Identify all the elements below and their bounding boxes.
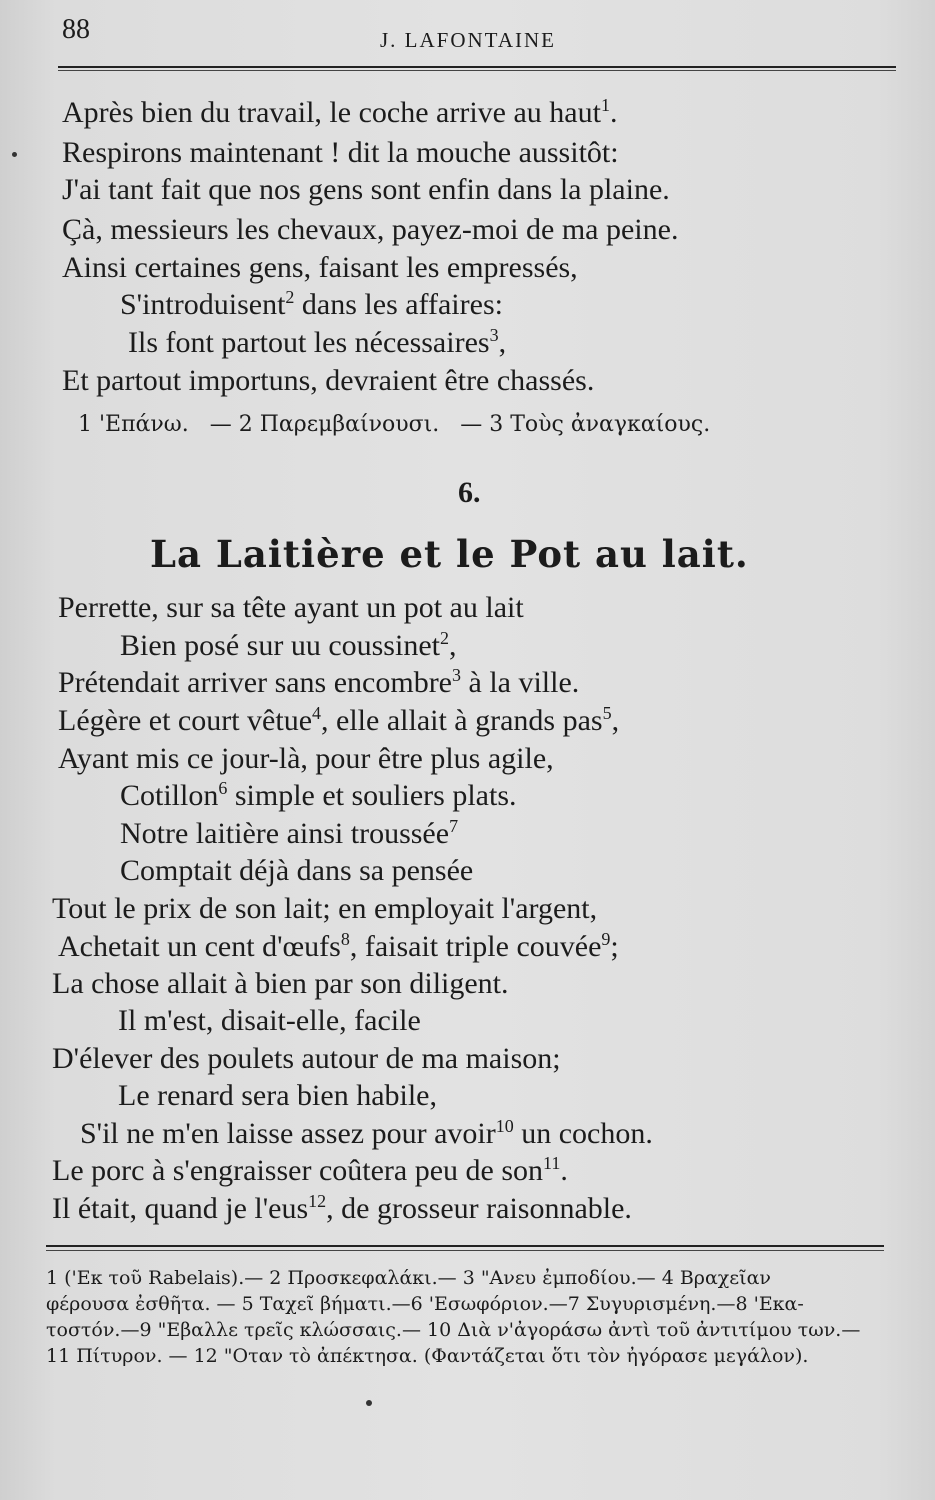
poem-line — [52, 1153, 568, 1189]
verse-text: Ils font partout les nécessaires — [128, 326, 490, 359]
poem-ending-line — [62, 95, 617, 131]
footnote-marker: 2 — [285, 287, 295, 307]
poem-line — [58, 590, 524, 626]
verse-text: Cotillon — [120, 779, 219, 812]
footnote-marker: 1 — [600, 95, 610, 115]
verse-text: Notre laitière ainsi troussée — [120, 817, 450, 850]
footnote-marker: 11 — [543, 1153, 561, 1173]
verse-text: Prétendait arriver sans encombre — [58, 666, 452, 699]
verse-text: dans les affaires: — [294, 288, 503, 321]
verse-text: Tout le prix de son lait; en employait l'argent, — [52, 892, 598, 925]
verse-text: Çà, messieurs les chevaux, payez-moi de ma peine. — [62, 213, 679, 246]
verse-text: Ayant mis ce jour-là, pour être plus agile, — [58, 742, 554, 775]
verse-text: , elle allait à grands pas — [321, 704, 603, 737]
verse-text: . — [560, 1154, 568, 1187]
poem-line — [58, 703, 619, 739]
verse-text: Comptait déjà dans sa pensée — [120, 854, 474, 887]
footnote-3: — 3 Τοὺς ἀναγκαίους. — [460, 412, 711, 437]
footnote-rule-thin — [46, 1250, 884, 1251]
poem-ending-line — [62, 172, 670, 208]
verse-text: , faisait triple couvée — [349, 930, 602, 963]
poem-line — [120, 628, 456, 664]
verse-text: ; — [610, 930, 619, 963]
poem-line — [52, 1191, 632, 1227]
poem-line — [120, 853, 473, 889]
poem-ending-line — [62, 212, 678, 248]
poem-ending-line — [62, 135, 619, 171]
footnote-marker: 9 — [601, 929, 611, 949]
footnote-marker: 10 — [495, 1116, 514, 1136]
verse-text: Légère et court vêtue — [58, 704, 313, 737]
poem-line — [52, 1041, 561, 1077]
footnote-marker: 7 — [449, 816, 459, 836]
fable-title: La Laitière et le Pot au lait. — [150, 532, 749, 576]
verse-text: , — [611, 704, 620, 737]
verse-text: Bien posé sur uu coussinet — [120, 629, 440, 662]
ink-speck — [366, 1400, 372, 1406]
poem-line — [52, 966, 509, 1002]
verse-text: , — [448, 629, 457, 662]
poem-line — [80, 1116, 653, 1152]
verse-text: un cochon. — [513, 1117, 653, 1150]
footnote-marker: 6 — [218, 778, 228, 798]
first-footnotes — [78, 412, 724, 437]
section-number: 6. — [458, 476, 481, 509]
footnote-1: 1 'Επάνω. — [78, 412, 189, 437]
running-head: J. LAFONTAINE — [380, 28, 556, 52]
verse-text: . — [609, 96, 618, 129]
verse-text: simple et souliers plats. — [227, 779, 517, 812]
verse-text: , de grosseur raisonnable. — [326, 1192, 632, 1225]
verse-text: Respirons maintenant ! dit la mouche aussitôt: — [62, 136, 619, 169]
footnote-line: τοστόν.—9 "Εβαλλε τρεῖς κλώσσαις.— 10 Διὰ ν'ἀγοράσω ἀντὶ τοῦ ἀντιτίμου των.— — [46, 1319, 861, 1341]
footnote-marker: 2 — [439, 628, 449, 648]
footnote-marker: 3 — [489, 325, 499, 345]
footnote-marker: 4 — [312, 703, 322, 723]
footnote-marker: 12 — [308, 1191, 327, 1211]
page-header — [62, 14, 895, 60]
verse-text: à la ville. — [461, 666, 580, 699]
poem-ending-line — [128, 325, 506, 361]
footnote-marker: 8 — [340, 929, 350, 949]
footnote-line: 11 Πίτυρον. — 12 "Οταν τὸ ἀπέκτησα. (Φαντάζεται ὅτι τὸν ἠγόρασε μεγάλον). — [46, 1345, 809, 1367]
verse-text: Il m'est, disait-elle, facile — [118, 1004, 421, 1037]
footnote-marker: 3 — [452, 665, 461, 685]
verse-text: S'il ne m'en laisse assez pour avoir — [80, 1117, 496, 1150]
header-rule-thin — [58, 70, 896, 71]
verse-text: Ainsi certaines gens, faisant les empressés, — [62, 251, 578, 284]
footnote-2: — 2 Παρεμβαίνουσι. — [209, 412, 440, 437]
footnote-rule — [46, 1245, 884, 1247]
poem-line — [58, 741, 554, 777]
poem-ending-line — [62, 250, 578, 286]
verse-text: Achetait un cent d'œufs — [58, 930, 341, 963]
verse-text: S'introduisent — [120, 288, 286, 321]
poem-line — [58, 665, 579, 701]
verse-text: , — [498, 326, 507, 359]
footnote-line: φέρουσα ἐσθῆτα. — 5 Ταχεῖ βήματι.—6 'Εσωφόριον.—7 Συγυρισμένη.—8 'Εκα- — [46, 1293, 804, 1315]
verse-text: Perrette, sur sa tête ayant un pot au lait — [58, 591, 524, 624]
header-rule — [58, 66, 896, 68]
verse-text: J'ai tant fait que nos gens sont enfin dans la plaine. — [62, 173, 670, 206]
poem-line — [118, 1003, 421, 1039]
footnote-marker: 5 — [602, 703, 612, 723]
verse-text: Après bien du travail, le coche arrive au haut — [62, 96, 601, 129]
poem-line — [118, 1078, 437, 1114]
verse-text: Le porc à s'engraisser coûtera peu de son — [52, 1154, 544, 1187]
poem-line — [120, 778, 517, 814]
page-number: 88 — [62, 14, 90, 45]
poem-ending-line — [120, 287, 503, 323]
verse-text: Le renard sera bien habile, — [118, 1079, 437, 1112]
footnotes — [46, 1265, 896, 1369]
verse-text: D'élever des poulets autour de ma maison; — [52, 1042, 561, 1075]
poem-line — [52, 891, 597, 927]
poem-ending-line — [62, 363, 594, 399]
verse-text: La chose allait à bien par son diligent. — [52, 967, 509, 1000]
poem-line — [120, 816, 458, 852]
verse-text: Il était, quand je l'eus — [52, 1192, 309, 1225]
verse-text: Et partout importuns, devraient être chassés. — [62, 364, 595, 397]
ink-speck — [12, 152, 17, 157]
footnote-line: 1 ('Εκ τοῦ Rabelais).— 2 Προσκεφαλάκι.— 3 "Ανευ ἐμποδίου.— 4 Βραχεῖαν — [46, 1267, 771, 1289]
poem-line — [58, 929, 619, 965]
